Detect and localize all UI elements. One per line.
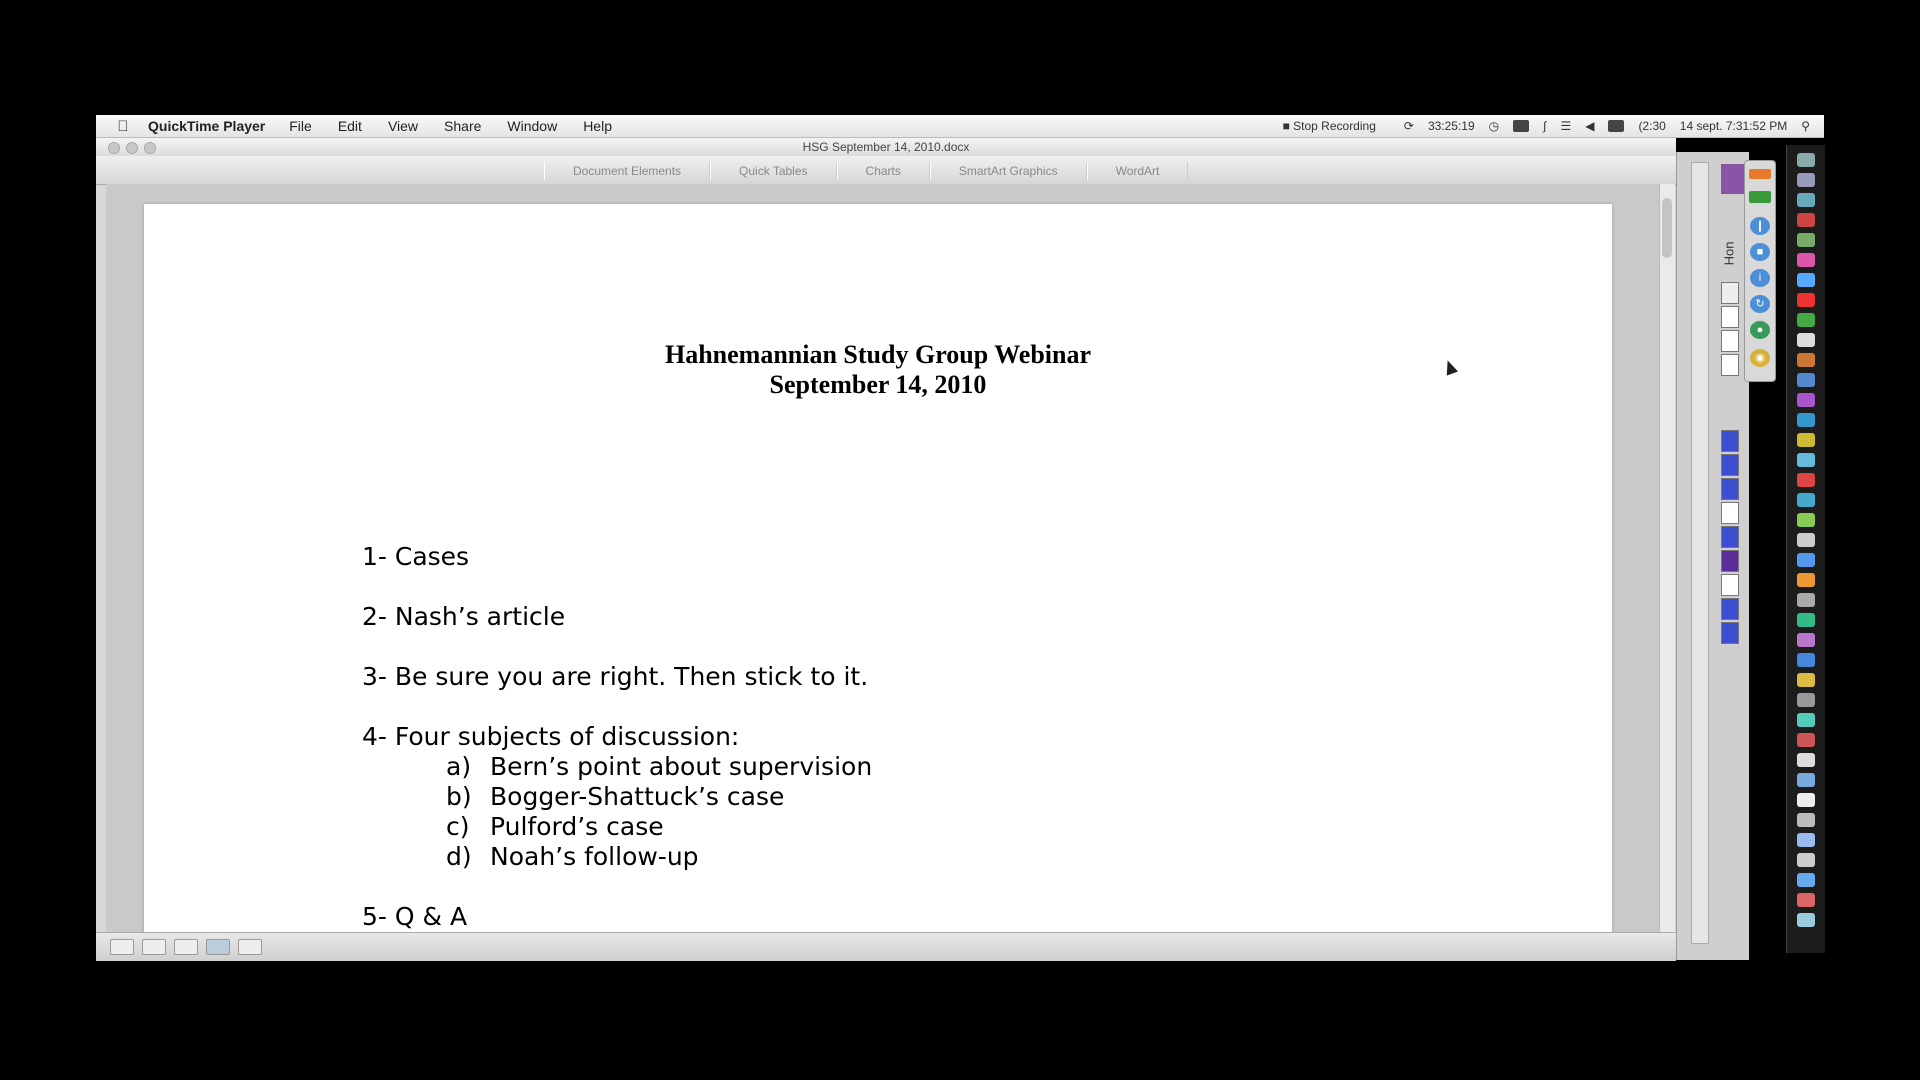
- tab-quick-tables[interactable]: Quick Tables: [710, 162, 836, 180]
- swatch-white[interactable]: [1721, 306, 1739, 328]
- dock-app-icon[interactable]: [1797, 893, 1815, 907]
- swatch-white[interactable]: [1721, 574, 1739, 596]
- doc-title: Hahnemannian Study Group Webinar: [664, 340, 1092, 369]
- notebook-view-icon[interactable]: [238, 939, 262, 955]
- close-window-icon[interactable]: [108, 142, 120, 154]
- swatch-purple[interactable]: [1721, 550, 1739, 572]
- menu-help[interactable]: Help: [583, 118, 612, 134]
- dock-app-icon[interactable]: [1797, 253, 1815, 267]
- tab-document-elements[interactable]: Document Elements: [544, 162, 710, 180]
- bluetooth-icon[interactable]: ∫: [1543, 119, 1547, 133]
- menu-share[interactable]: Share: [444, 118, 482, 134]
- level-indicator-icon: [1749, 191, 1771, 203]
- menu-edit[interactable]: Edit: [337, 118, 362, 134]
- info-icon[interactable]: i: [1750, 269, 1770, 287]
- dock-app-icon[interactable]: [1797, 153, 1815, 167]
- record-indicator-icon[interactable]: [1749, 169, 1771, 179]
- window-titlebar[interactable]: [96, 138, 1676, 156]
- dock-app-icon[interactable]: [1797, 693, 1815, 707]
- swatch-white[interactable]: [1721, 502, 1739, 524]
- dock-app-icon[interactable]: [1797, 293, 1815, 307]
- ribbon: [96, 156, 1676, 185]
- dock: [1786, 145, 1825, 953]
- window-title: HSG September 14, 2010.docx: [802, 140, 970, 154]
- pause-icon[interactable]: ❙: [1750, 217, 1770, 235]
- publishing-view-icon[interactable]: [174, 939, 198, 955]
- dock-app-icon[interactable]: [1797, 333, 1815, 347]
- dock-app-icon[interactable]: [1797, 773, 1815, 787]
- timer-readout: 33:25:19: [1427, 119, 1475, 133]
- menu-bar: [96, 115, 1824, 138]
- subitem-c: [446, 812, 664, 841]
- volume-icon[interactable]: ◀: [1585, 119, 1595, 133]
- dock-app-icon[interactable]: [1797, 873, 1815, 887]
- swatch-white[interactable]: [1721, 330, 1739, 352]
- outline-view-icon[interactable]: [142, 939, 166, 955]
- subitem-text: Noah’s follow-up: [490, 842, 699, 871]
- document-canvas: [106, 184, 1662, 932]
- tab-charts[interactable]: Charts: [837, 162, 930, 180]
- dock-app-icon[interactable]: [1797, 713, 1815, 727]
- toolbox-panel: [1676, 152, 1749, 960]
- subitem-letter: d): [446, 842, 472, 871]
- subitem-a: [446, 752, 872, 781]
- dock-app-icon[interactable]: [1797, 813, 1815, 827]
- scrollbar-thumb[interactable]: [1662, 198, 1672, 258]
- dock-app-icon[interactable]: [1797, 913, 1815, 927]
- dock-app-icon[interactable]: [1797, 853, 1815, 867]
- dock-app-icon[interactable]: [1797, 473, 1815, 487]
- dock-app-icon[interactable]: [1797, 213, 1815, 227]
- globe-icon[interactable]: ●: [1750, 321, 1770, 339]
- menu-window[interactable]: Window: [507, 118, 558, 134]
- stop-icon[interactable]: ■: [1750, 243, 1770, 261]
- swatch-blue[interactable]: [1721, 598, 1739, 620]
- dock-app-icon[interactable]: [1797, 393, 1815, 407]
- dock-app-icon[interactable]: [1797, 233, 1815, 247]
- dock-app-icon[interactable]: [1797, 493, 1815, 507]
- swatch-blue[interactable]: [1721, 454, 1739, 476]
- refresh-icon[interactable]: ↻: [1750, 295, 1770, 313]
- dock-app-icon[interactable]: [1797, 353, 1815, 367]
- print-layout-view-icon[interactable]: [206, 939, 230, 955]
- status-menus: [1283, 115, 1824, 137]
- display-icon[interactable]: [1513, 120, 1529, 132]
- time-machine-icon[interactable]: ◷: [1488, 119, 1500, 133]
- toolbox-scroll[interactable]: [1691, 162, 1709, 944]
- panel-accent: [1721, 164, 1745, 194]
- tab-wordart[interactable]: WordArt: [1087, 162, 1189, 180]
- tab-smartart-graphics[interactable]: SmartArt Graphics: [930, 162, 1087, 180]
- dock-app-icon[interactable]: [1797, 513, 1815, 527]
- dock-app-icon[interactable]: [1797, 373, 1815, 387]
- panel-label: Hon: [1721, 241, 1737, 266]
- view-toolbar: [96, 932, 1676, 961]
- dock-app-icon[interactable]: [1797, 313, 1815, 327]
- swatch-blue[interactable]: [1721, 478, 1739, 500]
- subitem-text: Pulford’s case: [490, 812, 664, 841]
- flag-icon[interactable]: [1608, 120, 1624, 132]
- dock-app-icon[interactable]: [1797, 613, 1815, 627]
- swatch-white[interactable]: [1721, 354, 1739, 376]
- dock-app-icon[interactable]: [1797, 573, 1815, 587]
- dock-app-icon[interactable]: [1797, 193, 1815, 207]
- eye-icon[interactable]: ◉: [1750, 349, 1770, 367]
- clock[interactable]: 14 sept. 7:31:52 PM: [1679, 119, 1788, 133]
- dock-app-icon[interactable]: [1797, 733, 1815, 747]
- agenda-item-1: 1- Cases: [362, 542, 470, 571]
- subitem-letter: b): [446, 782, 472, 811]
- agenda-item-2: 2- Nash’s article: [362, 602, 566, 631]
- swatch-white[interactable]: [1721, 282, 1739, 304]
- dock-app-icon[interactable]: [1797, 793, 1815, 807]
- dock-app-icon[interactable]: [1797, 413, 1815, 427]
- stop-recording-item[interactable]: ■ Stop Recording: [1282, 119, 1376, 133]
- dock-app-icon[interactable]: [1797, 453, 1815, 467]
- swatch-blue[interactable]: [1721, 526, 1739, 548]
- vertical-scrollbar[interactable]: [1659, 184, 1675, 932]
- dock-app-icon[interactable]: [1797, 433, 1815, 447]
- subitem-d: [446, 842, 699, 871]
- dock-app-icon[interactable]: [1797, 173, 1815, 187]
- stop-recording-label: Stop Recording: [1293, 119, 1376, 133]
- subitem-b: [446, 782, 784, 811]
- subitem-letter: c): [446, 812, 470, 841]
- dock-app-icon[interactable]: [1797, 673, 1815, 687]
- agenda-item-5: 5- Q & A: [362, 902, 468, 931]
- sync-icon[interactable]: ⟳: [1403, 119, 1414, 133]
- spotlight-icon[interactable]: ⚲: [1801, 119, 1810, 133]
- dock-app-icon[interactable]: [1797, 653, 1815, 667]
- apple-menu-icon[interactable]: [106, 118, 140, 135]
- agenda-item-3: 3- Be sure you are right. Then stick to it.: [362, 662, 869, 691]
- subitem-text: Bogger-Shattuck’s case: [490, 782, 785, 811]
- recording-controls: [1744, 160, 1776, 382]
- word-window: [96, 138, 1676, 960]
- zoom-window-icon[interactable]: [144, 142, 156, 154]
- dock-app-icon[interactable]: [1797, 633, 1815, 647]
- battery-readout[interactable]: (2:30: [1638, 119, 1666, 133]
- dock-app-icon[interactable]: [1797, 833, 1815, 847]
- agenda-item-4: 4- Four subjects of discussion:: [362, 722, 740, 751]
- minimize-window-icon[interactable]: [126, 142, 138, 154]
- draft-view-icon[interactable]: [110, 939, 134, 955]
- menu-view[interactable]: View: [387, 118, 419, 134]
- wifi-icon[interactable]: ☰: [1560, 119, 1572, 133]
- subitem-letter: a): [446, 752, 472, 781]
- doc-date: September 14, 2010: [769, 370, 987, 399]
- subitem-text: Bern’s point about supervision: [490, 752, 873, 781]
- dock-app-icon[interactable]: [1797, 753, 1815, 767]
- menu-file[interactable]: File: [289, 118, 312, 134]
- app-menu[interactable]: QuickTime Player: [148, 118, 266, 134]
- dock-app-icon[interactable]: [1797, 273, 1815, 287]
- swatch-blue[interactable]: [1721, 622, 1739, 644]
- document-page[interactable]: [144, 204, 1612, 934]
- swatch-blue[interactable]: [1721, 430, 1739, 452]
- dock-app-icon[interactable]: [1797, 533, 1815, 547]
- dock-app-icon[interactable]: [1797, 553, 1815, 567]
- dock-app-icon[interactable]: [1797, 593, 1815, 607]
